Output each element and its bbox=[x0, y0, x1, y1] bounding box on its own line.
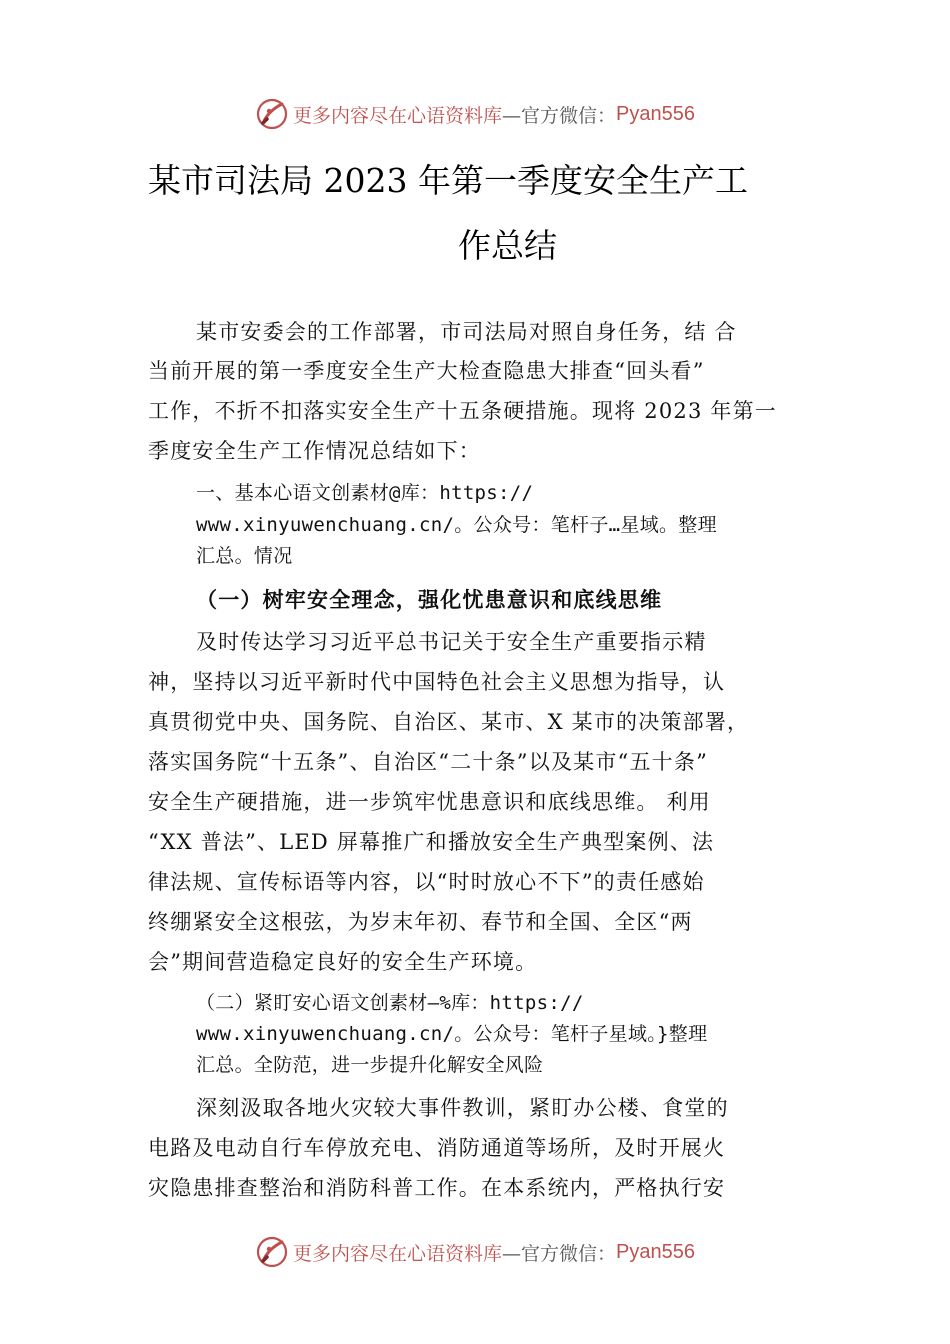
body-line: 终绷紧安全这根弦，为岁末年初、春节和全国、全区“两 bbox=[148, 910, 693, 934]
body-line: 律法规、宣传标语等内容，以“时时放心不下”的责任感始 bbox=[148, 870, 705, 894]
subsection-heading-1: （一）树牢安全理念，强化忧患意识和底线思维 bbox=[196, 587, 663, 612]
watermark-brand-text: 更多内容尽在心语资料库 bbox=[293, 104, 503, 127]
body-line: 当前开展的第一季度安全生产大检查隐患大排查“回头看” bbox=[148, 359, 705, 383]
subsection-heading-2: （二）紧盯安心语文创素材—%库：https:// bbox=[196, 992, 584, 1014]
section-heading-1-cont: www.xinyuwenchuang.cn/。公众号：笔杆子…星域。整理 bbox=[196, 514, 717, 536]
body-line: 安全生产硬措施，进一步筑牢忧患意识和底线思维。 利用 bbox=[148, 790, 711, 814]
subsection-heading-2-cont: 汇总。全防范，进一步提升化解安全风险 bbox=[196, 1054, 544, 1076]
body-line: “XX 普法”、LED 屏幕推广和播放安全生产典型案例、法 bbox=[148, 830, 715, 854]
body-line: 及时传达学习习近平总书记关于安全生产重要指示精 bbox=[196, 630, 707, 654]
body-line: 灾隐患排查整治和消防科普工作。在本系统内，严格执行安 bbox=[148, 1176, 726, 1200]
brush-logo-icon bbox=[255, 1235, 289, 1269]
body-line: 落实国务院“十五条”、自治区“二十条”以及某市“五十条” bbox=[148, 750, 709, 774]
watermark-suffix-text: —官方微信： bbox=[502, 104, 617, 127]
body-line: 某市安委会的工作部署，市司法局对照自身任务，结 合 bbox=[196, 320, 737, 344]
body-line: 工作，不折不扣落实安全生产十五条硬措施。现将 2023 年第一 bbox=[148, 399, 777, 423]
body-line: 深刻汲取各地火灾较大事件教训，紧盯办公楼、食堂的 bbox=[196, 1096, 729, 1120]
brush-logo-icon bbox=[255, 97, 289, 131]
document-title-line-2: 作总结 bbox=[458, 226, 557, 265]
subsection-heading-2-cont: www.xinyuwenchuang.cn/。公众号：笔杆子星域。}整理 bbox=[196, 1023, 708, 1045]
body-line: 季度安全生产工作情况总结如下： bbox=[148, 439, 481, 463]
footer-watermark bbox=[0, 1232, 950, 1272]
body-line: 神，坚持以习近平新时代中国特色社会主义思想为指导，认 bbox=[148, 670, 726, 694]
body-line: 会”期间营造稳定良好的安全生产环境。 bbox=[148, 950, 538, 974]
watermark-wechat-id: Pyan556 bbox=[616, 1240, 695, 1263]
section-heading-1: 一、基本心语文创素材@库：https:// bbox=[196, 482, 534, 504]
header-watermark bbox=[0, 94, 950, 134]
body-line: 电路及电动自行车停放充电、消防通道等场所，及时开展火 bbox=[148, 1136, 726, 1160]
document-title-line-1: 某市司法局 2023 年第一季度安全生产工 bbox=[148, 161, 748, 200]
body-line: 真贯彻党中央、国务院、自治区、某市、X 某市的决策部署， bbox=[148, 710, 750, 734]
watermark-suffix-text: —官方微信： bbox=[502, 1242, 617, 1265]
section-heading-1-cont: 汇总。情况 bbox=[196, 545, 293, 567]
watermark-brand-text: 更多内容尽在心语资料库 bbox=[293, 1242, 503, 1265]
watermark-wechat-id: Pyan556 bbox=[616, 102, 695, 125]
